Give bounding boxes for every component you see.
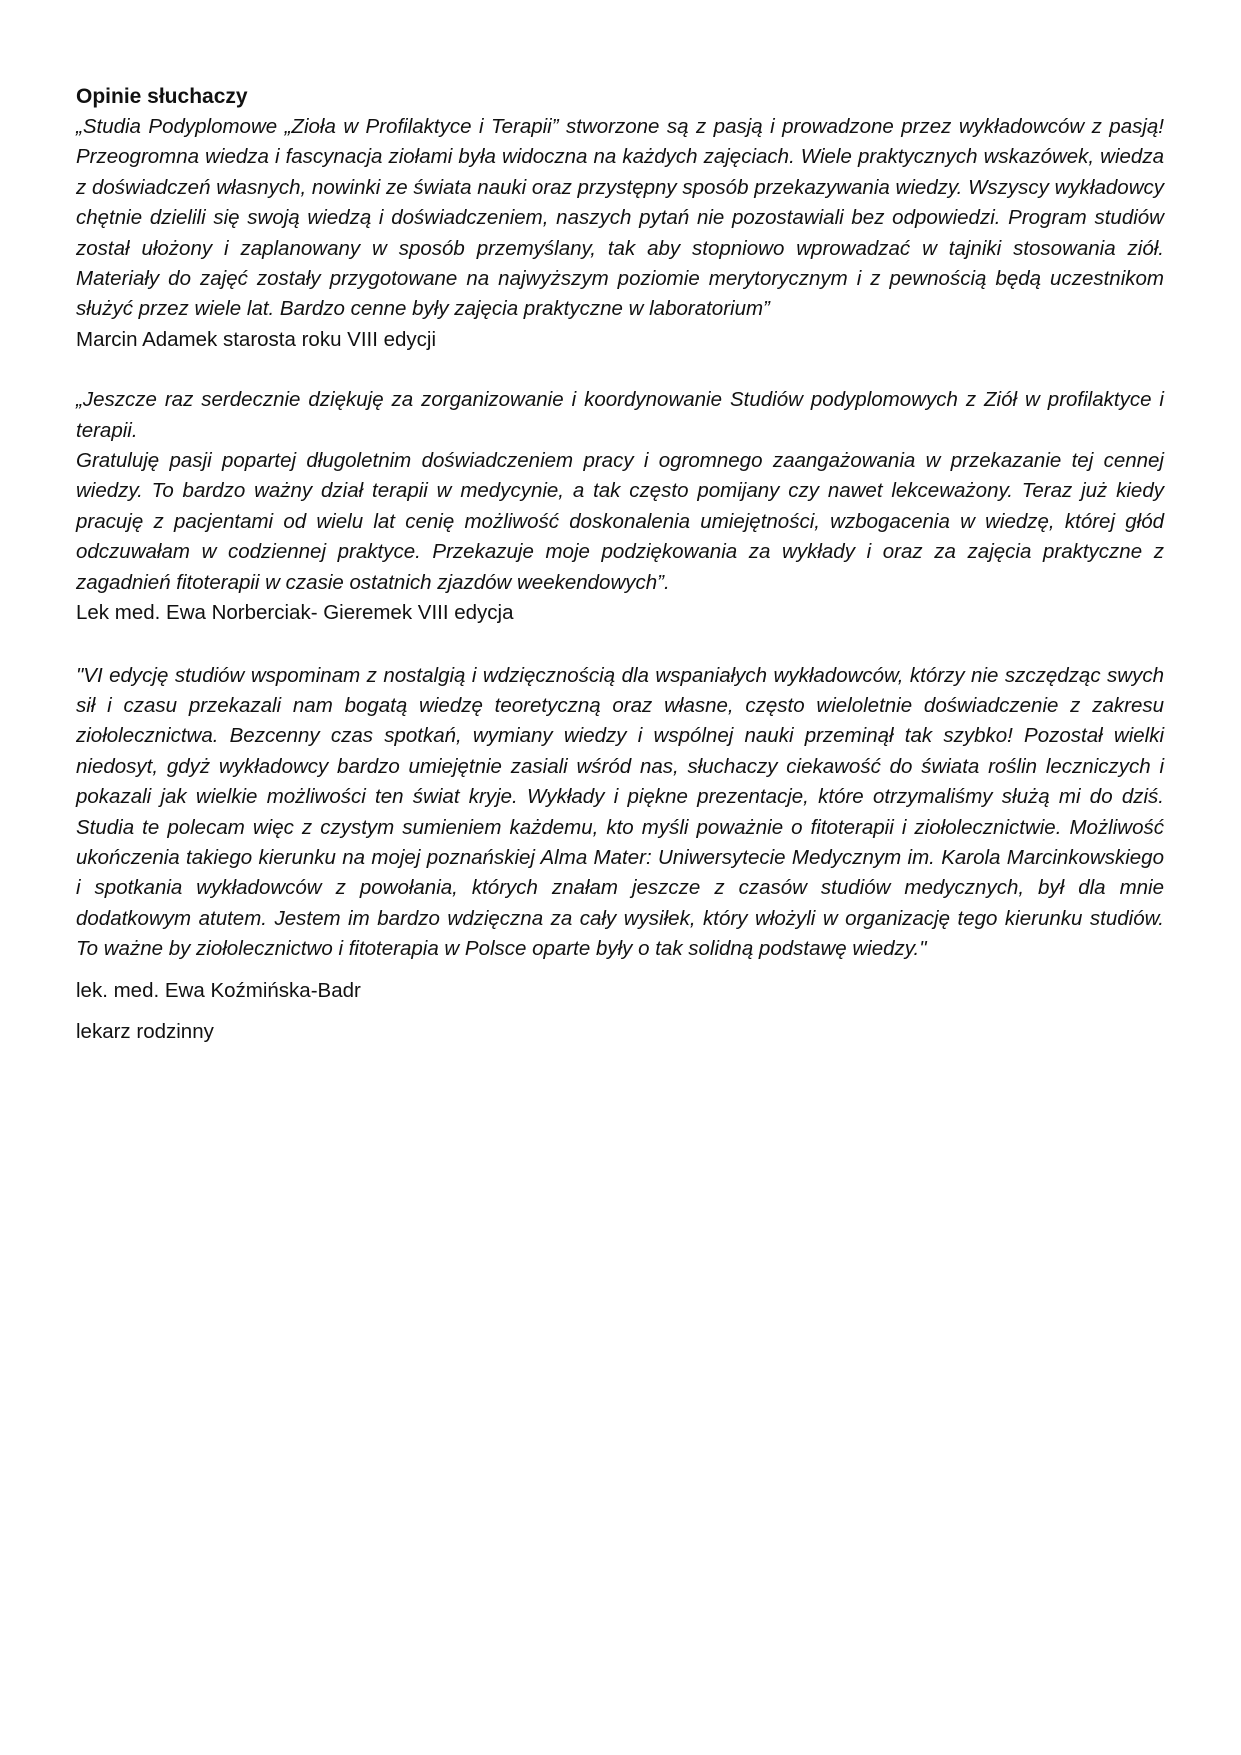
page-title: Opinie słuchaczy <box>76 85 248 108</box>
testimonial-2 <box>76 385 1164 628</box>
spacer <box>76 355 1164 385</box>
testimonial-quote: „Jeszcze raz serdecznie dziękuję za zorganizowanie i koordynowanie Studiów podyplomowych z Ziół w profilaktyce i terapii. <box>76 388 1164 442</box>
testimonial-author: Lek med. Ewa Norberciak- Gieremek VIII edycja <box>76 601 514 625</box>
spacer <box>76 1006 1164 1017</box>
spacer <box>76 965 1164 976</box>
testimonial-quote: Gratuluję pasji popartej długoletnim doświadczeniem pracy i ogromnego zaangażowania w przekazanie tej cennej wiedzy. To bardzo ważny dział terapii w medycynie, a tak często pomijany czy nawet lekceważony. Teraz już kiedy pracuję z pacjentami od wielu lat cenię możliwość doskonalenia umiejętności, wzbogacenia w wiedzę, której głód odczuwałam w codziennej praktyce. Przekazuje moje podziękowania za wykłady i oraz za zajęcia praktyczne z zagadnień fitoterapii w czasie ostatnich zjazdów weekendowych”. <box>76 449 1164 594</box>
testimonial-author-role: lekarz rodzinny <box>76 1019 214 1043</box>
document-page <box>76 82 1164 1047</box>
testimonial-quote: „Studia Podyplomowe „Zioła w Profilaktyce i Terapii” stworzone są z pasją i prowadzone przez wykładowców z pasją! Przeogromna wiedza i fascynacja ziołami była widoczna na każdych zajęciach. Wiele praktycznych wskazówek, wiedza z doświadczeń własnych, nowinki ze świata nauki oraz przystępny sposób przekazywania wiedzy. Wszyscy wykładowcy chętnie dzielili się swoją wiedzą i doświadczeniem, naszych pytań nie pozostawiali bez odpowiedzi. Program studiów został ułożony i zaplanowany w sposób przemyślany, tak aby stopniowo wprowadzać w tajniki stosowania ziół. Materiały do zajęć zostały przygotowane na najwyższym poziomie merytorycznym i z pewnością będą uczestnikom służyć przez wiele lat. Bardzo cenne były zajęcia praktyczne w laboratorium” <box>76 115 1164 321</box>
testimonial-3 <box>76 661 1164 1047</box>
testimonial-quote: "VI edycję studiów wspominam z nostalgią i wdzięcznością dla wspaniałych wykładowców, którzy nie szczędząc swych sił i czasu przekazali nam bogatą wiedzę teoretyczną oraz własne, często wieloletnie doświadczenie z zakresu ziołolecznictwa. Bezcenny czas spotkań, wymiany wiedzy i wspólnej nauki przeminął tak szybko! Pozostał wielki niedosyt, gdyż wykładowcy bardzo umiejętnie zasiali wśród nas, słuchaczy ciekawość do świata roślin leczniczych i pokazali jak wielkie możliwości ten świat kryje. Wykłady i piękne prezentacje, które otrzymaliśmy służą mi do dziś. Studia te polecam więc z czystym sumieniem każdemu, kto myśli poważnie o fitoterapii i ziołolecznictwie. Możliwość ukończenia takiego kierunku na mojej poznańskiej Alma Mater: Uniwersytecie Medycznym im. Karola Marcinkowskiego i spotkania wykładowców z powołania, których znałam jeszcze z czasów studiów medycznych, był dla mnie dodatkowym atutem. Jestem im bardzo wdzięczna za cały wysiłek, który włożyli w organizację tego kierunku studiów. To ważne by ziołolecznictwo i fitoterapia w Polsce oparte były o tak solidną podstawę wiedzy." <box>76 663 1164 961</box>
testimonial-author: lek. med. Ewa Koźmińska-Badr <box>76 978 361 1002</box>
testimonial-1 <box>76 112 1164 355</box>
spacer <box>76 629 1164 661</box>
testimonial-author: Marcin Adamek starosta roku VIII edycji <box>76 327 437 351</box>
